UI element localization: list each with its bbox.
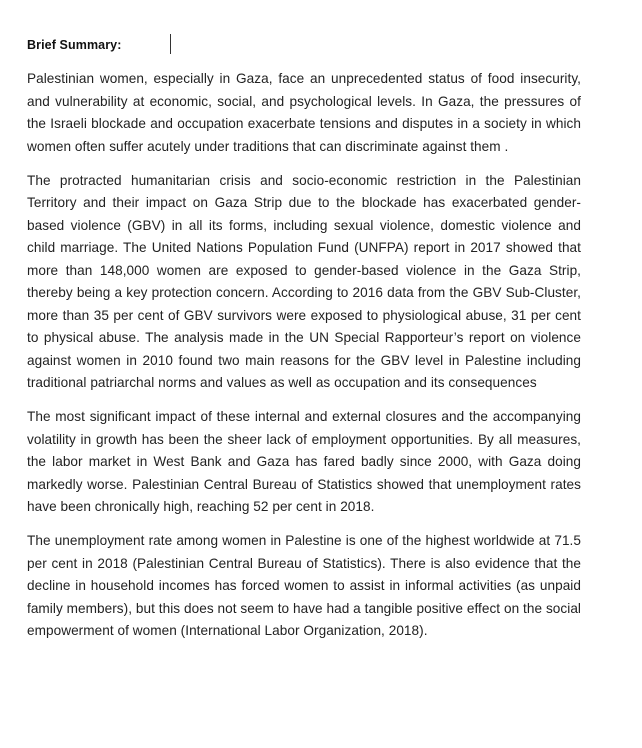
paragraph-employment-impact[interactable]: The most significant impact of these internal and external closures and the accompanying volatility in growth has been the sheer lack of employment opportunities. By all measures, the labor market in West Bank and Gaza has fared badly since 2000, with Gaza doing markedly worse. Palestinian Central Bureau of Statistics showed that unemployment rates have been chronically high, reaching 52 per cent in 2018.: [27, 409, 581, 515]
document-body[interactable]: [27, 68, 581, 643]
paragraph-women-unemployment[interactable]: The unemployment rate among women in Palestine is one of the highest worldwide at 71.5 per cent in 2018 (Palestinian Central Bureau of Statistics). There is also evidence that the decline in household incomes has forced women to assist in informal activities (as unpaid family members), but this does not seem to have had a tangible positive effect on the social empowerment of women (International Labor Organization, 2018).: [27, 533, 581, 639]
text-cursor: [170, 34, 171, 54]
paragraph-food-insecurity[interactable]: Palestinian women, especially in Gaza, face an unprecedented status of food insecurity, and vulnerability at economic, social, and psychological levels. In Gaza, the pressures of the Israeli blockade and occupation exacerbate tensions and disputes in a society in which women often suffer acutely under traditions that can discriminate against them .: [27, 71, 581, 154]
section-heading: Brief Summary:: [27, 38, 122, 52]
heading-row: [27, 36, 122, 54]
paragraph-gender-based-violence[interactable]: The protracted humanitarian crisis and socio-economic restriction in the Palestinian Territory and their impact on Gaza Strip due to the blockade has exacerbated gender-based violence (GBV) in all its forms, including sexual violence, domestic violence and child marriage. The United Nations Population Fund (UNFPA) report in 2017 showed that more than 148,000 women are exposed to gender-based violence in the Gaza Strip, thereby being a key protection concern. According to 2016 data from the GBV Sub-Cluster, more than 35 per cent of GBV survivors were exposed to physiological abuse, 31 per cent to physical abuse. The analysis made in the UN Special Rapporteur’s report on violence against women in 2010 found two main reasons for the GBV level in Palestine including traditional patriarchal norms and values as well as occupation and its consequences: [27, 172, 581, 391]
